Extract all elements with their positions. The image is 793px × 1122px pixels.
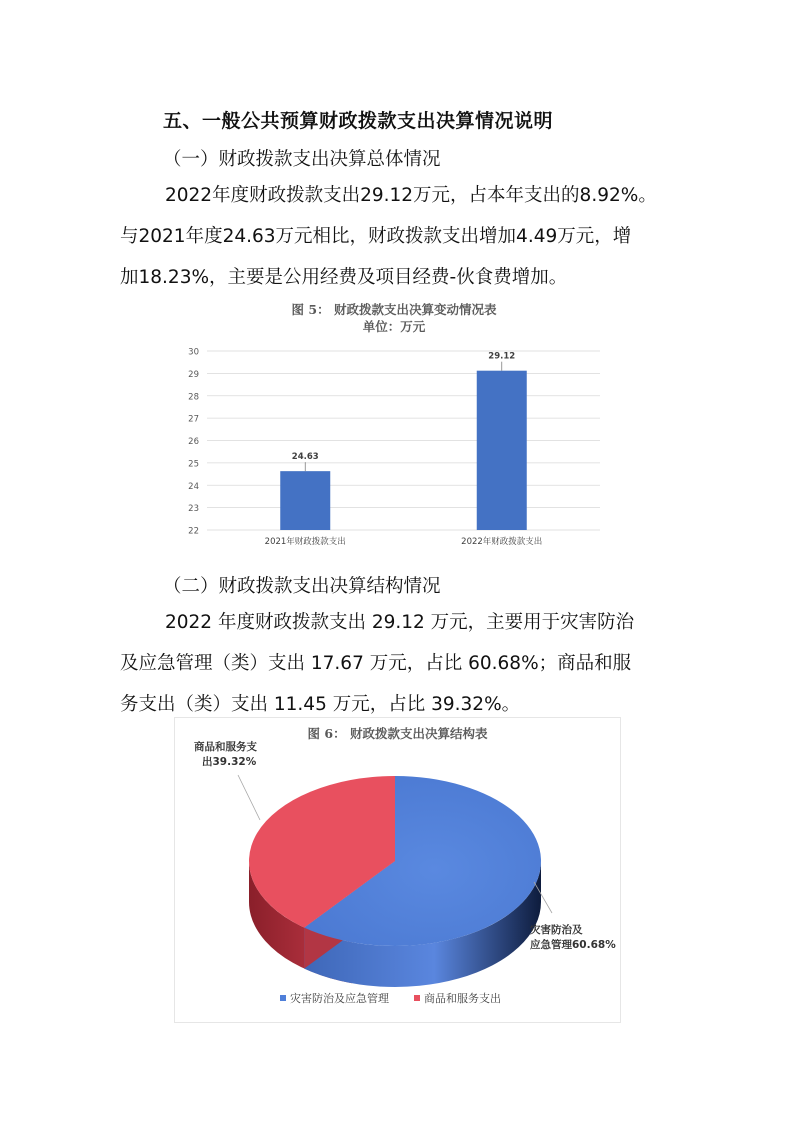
paragraph-line: 2022年度财政拨款支出29.12万元，占本年支出的8.92%。 (165, 185, 657, 206)
y-tick-label: 23 (188, 504, 199, 515)
x-tick-label: 2021年财政拨款支出 (264, 537, 346, 547)
paragraph-line: 加18.23%，主要是公用经费及项目经费-伙食费增加。 (120, 267, 568, 288)
y-tick-label: 22 (188, 526, 199, 537)
y-tick-label: 29 (188, 369, 199, 380)
y-tick-label: 26 (188, 437, 199, 447)
subsection-title-structure: （二）财政拨款支出决算结构情况 (163, 576, 441, 597)
data-label: 29.12 (488, 351, 516, 362)
bar-chart-figure (174, 292, 614, 554)
paragraph-line: 及应急管理（类）支出 17.67 万元，占比 60.68%；商品和服 (120, 653, 632, 674)
slice-label: 商品和服务支出39.32% (194, 741, 257, 768)
paragraph-line: 务支出（类）支出 11.45 万元，占比 39.32%。 (120, 694, 521, 715)
bar-chart-title: 图 5： 财政拨款支出决算变动情况表 (291, 302, 497, 317)
y-tick-label: 30 (188, 347, 199, 358)
x-tick-label: 2022年财政拨款支出 (461, 537, 543, 547)
legend-swatch (414, 995, 420, 1001)
y-tick-label: 28 (188, 392, 199, 403)
bar-chart-subtitle: 单位：万元 (362, 319, 426, 334)
section-title: 五、一般公共预算财政拨款支出决算情况说明 (163, 110, 554, 132)
paragraph-structure (120, 602, 680, 725)
y-tick-label: 27 (188, 414, 199, 425)
bar (477, 371, 527, 530)
pie-chart (174, 717, 621, 1023)
pie-chart-title: 图 6： 财政拨款支出决算结构表 (307, 726, 488, 741)
slice-label: 灾害防治及应急管理60.68% (530, 924, 616, 951)
legend-label: 商品和服务支出 (424, 992, 501, 1005)
pie-chart-figure (174, 717, 621, 1023)
legend-label: 灾害防治及应急管理 (290, 992, 389, 1005)
subsection-title-overall: （一）财政拨款支出决算总体情况 (163, 149, 441, 170)
y-tick-label: 25 (188, 459, 199, 470)
paragraph-line: 2022 年度财政拨款支出 29.12 万元，主要用于灾害防治 (165, 612, 635, 633)
y-tick-label: 24 (188, 481, 199, 492)
paragraph-line: 与2021年度24.63万元相比，财政拨款支出增加4.49万元，增 (120, 226, 632, 247)
bar (280, 471, 330, 530)
paragraph-overall (120, 175, 680, 298)
data-label: 24.63 (291, 452, 319, 463)
bar-chart (174, 292, 614, 554)
legend-swatch (280, 995, 286, 1001)
